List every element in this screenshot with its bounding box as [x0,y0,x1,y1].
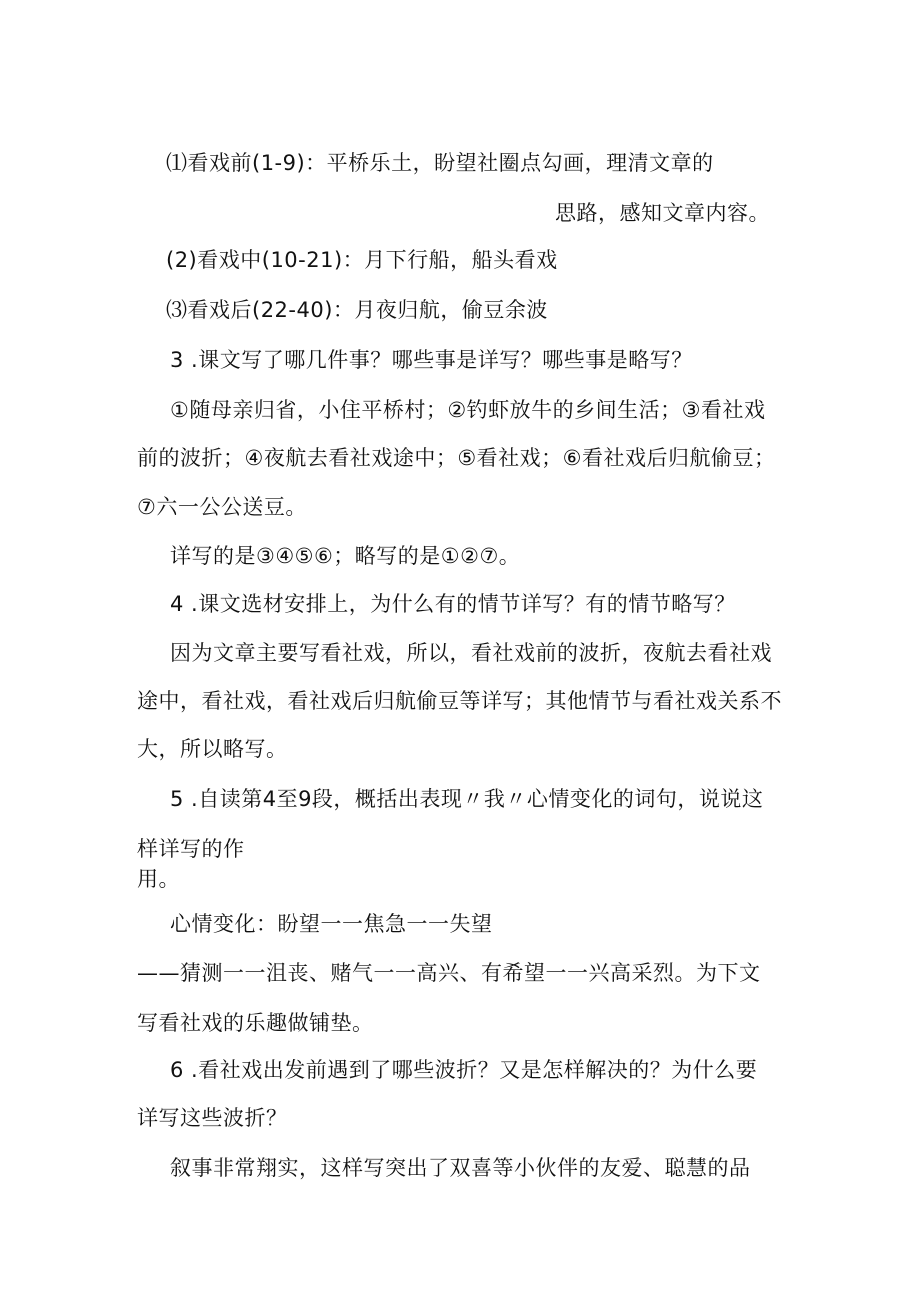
answer-3-line-3: ⑦六一公公送豆。 [137,495,307,519]
question-5: 5 .自读第4至9段，概括出表现〃我〃心情变化的词句，说说这 [170,787,764,811]
answer-4-line-2: 途中，看社戏，看社戏后归航偷豆等详写；其他情节与看社戏关系不 [137,689,782,713]
answer-4-line-1: 因为文章主要写看社戏，所以，看社戏前的波折，夜航去看社戏 [170,641,772,665]
answer-6-line-1: 叙事非常翔实，这样写突出了双喜等小伙伴的友爱、聪慧的品 [170,1156,751,1180]
question-6-continuation: 详写这些波折？ [137,1106,288,1130]
question-6: 6 .看社戏出发前遇到了哪些波折？又是怎样解决的？为什么要 [170,1058,758,1082]
answer-3-summary: 详写的是③④⑤⑥；略写的是①②⑦。 [170,544,521,568]
outline-item-2: (2)看戏中(10-21)：月下行船，船头看戏 [166,248,558,272]
question-4: 4 .课文选材安排上，为什么有的情节详写？有的情节略写？ [170,592,736,616]
outline-item-1: ⑴看戏前(1-9)：平桥乐土，盼望社圈点勾画，理清文章的 [166,151,714,175]
answer-4-line-3: 大，所以略写。 [137,737,288,761]
question-5-continuation-2: 用。 [137,867,180,891]
answer-5-line-2: ——猜测一一沮丧、赌气一一高兴、有希望一一兴高采烈。为下文 [137,961,761,985]
outline-item-3: ⑶看戏后(22-40)：月夜归航，偷豆余波 [166,298,548,322]
answer-5-line-3: 写看社戏的乐趣做铺垫。 [137,1011,374,1035]
answer-3-line-1: ①随母亲归省，小住平桥村；②钓虾放牛的乡间生活；③看社戏 [170,398,766,422]
question-3: 3 .课文写了哪几件事？哪些事是详写？哪些事是略写？ [170,348,693,372]
answer-3-line-2: 前的波折；④夜航去看社戏途中；⑤看社戏；⑥看社戏后归航偷豆； [137,446,776,470]
outline-item-1-continuation: 思路，感知文章内容。 [555,201,770,225]
question-5-continuation: 样详写的作 [137,837,245,861]
answer-5-line-1: 心情变化：盼望一一焦急一一失望 [170,912,493,936]
